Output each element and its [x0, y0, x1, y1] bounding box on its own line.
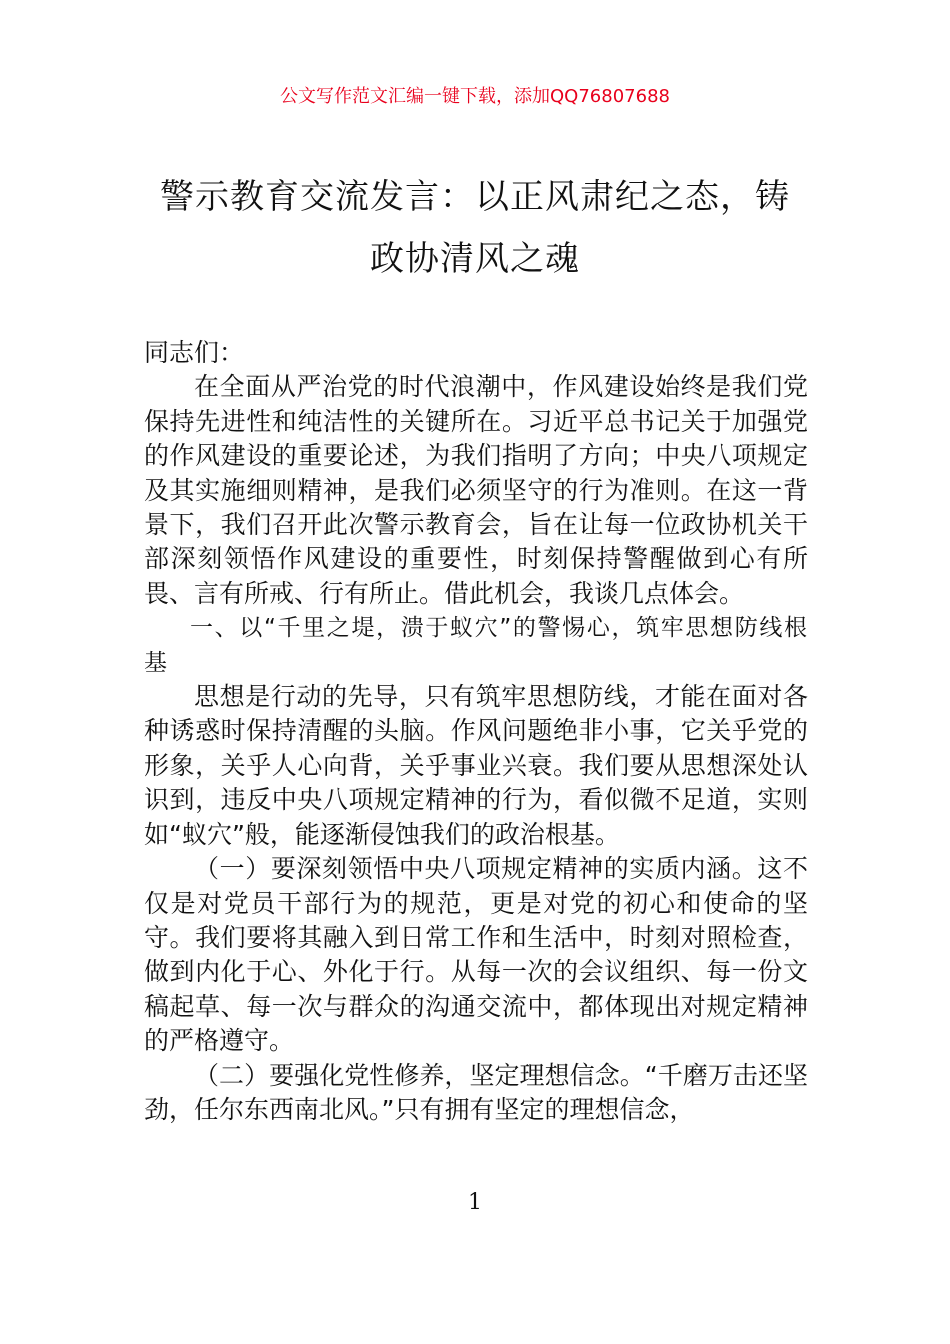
body-paragraph: 在全面从严治党的时代浪潮中，作风建设始终是我们党保持先进性和纯洁性的关键所在。习近平总书记关于加强党的作风建设的重要论述，为我们指明了方向；中央八项规定及其实施细则精神，是我们必须坚守的行为准则。在这一背景下，我们召开此次警示教育会，旨在让每一位政协机关干部深刻领悟作风建设的重要性，时刻保持警醒做到心有所畏、言有所戒、行有所止。借此机会，我谈几点体会。 — [144, 372, 808, 608]
document-body — [144, 336, 808, 1127]
section-heading: 一、以“千里之堤，溃于蚁穴”的警惕心，筑牢思想防线根基 — [144, 615, 808, 676]
download-banner: 公文写作范文汇编一键下载，添加QQ76807688 — [280, 86, 670, 107]
body-paragraph: （二）要强化党性修养，坚定理想信念。“千磨万击还坚劲，任尔东西南北风。”只有拥有坚定的理想信念， — [144, 1060, 808, 1124]
body-paragraph: 思想是行动的先导，只有筑牢思想防线，才能在面对各种诱惑时保持清醒的头脑。作风问题绝非小事，它关乎党的形象，关乎人心向背，关乎事业兴衰。我们要从思想深处认识到，违反中央八项规定精神的行为，看似微不足道，实则如“蚁穴”般，能逐渐侵蚀我们的政治根基。 — [144, 682, 808, 849]
document-title: 警示教育交流发言：以正风肃纪之态，铸政协清风之魂 — [160, 177, 790, 279]
body-paragraph: （一）要深刻领悟中央八项规定精神的实质内涵。这不仅是对党员干部行为的规范，更是对党的初心和使命的坚守。我们要将其融入到日常工作和生活中，时刻对照检查，做到内化于心、外化于行。从每一次的会议组织、每一份文稿起草、每一次与群众的沟通交流中，都体现出对规定精神的严格遵守。 — [144, 854, 808, 1056]
salutation: 同志们： — [144, 338, 245, 367]
page-number: 1 — [468, 1190, 482, 1215]
